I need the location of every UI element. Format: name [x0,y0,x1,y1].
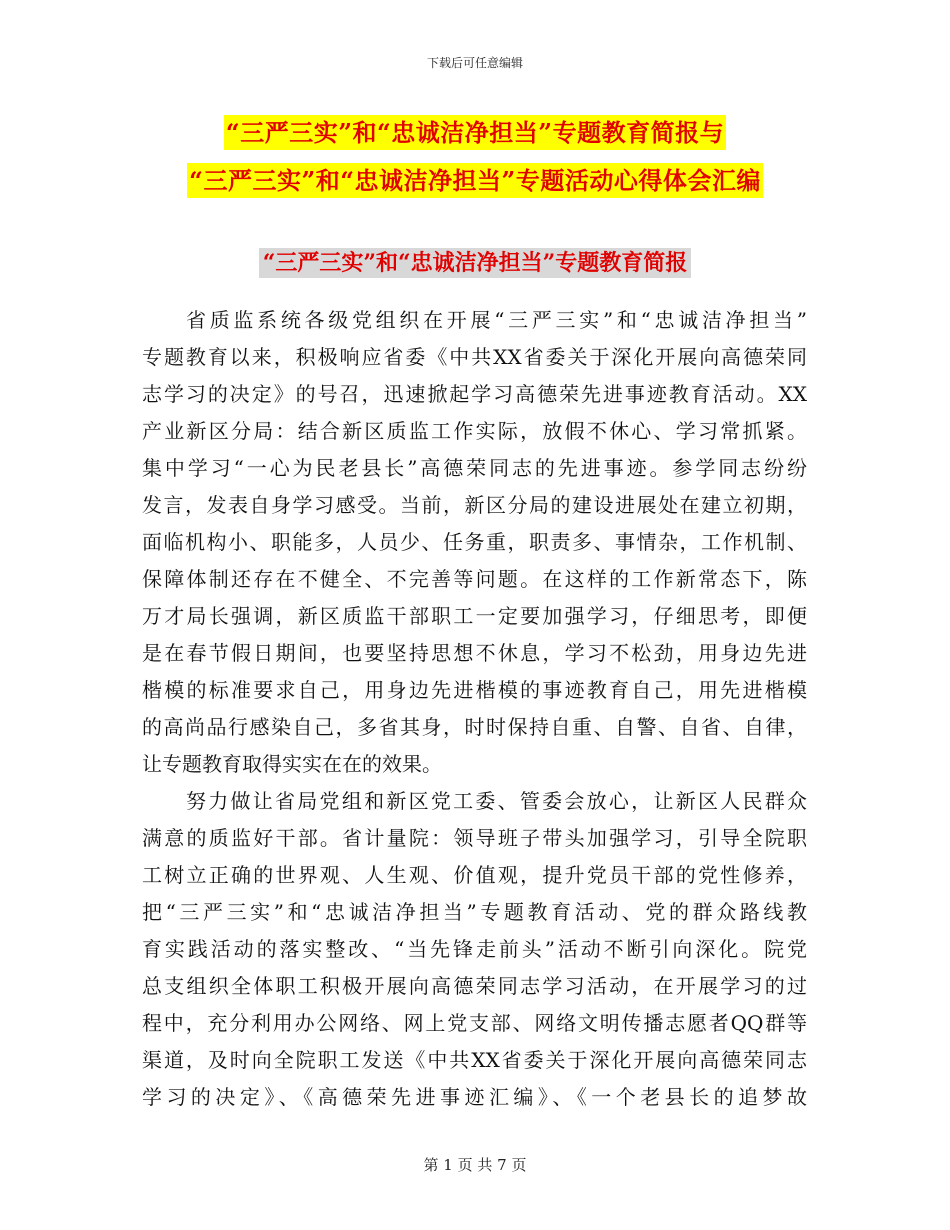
title-line-1-text: “三严三实”和“忠诚洁净担当”专题教育简报与 [224,115,726,150]
document-title-line-2 [0,161,950,196]
body-text [142,302,807,1116]
section-title [0,246,950,277]
paragraph-line: 渠道，及时向全院职工发送《中共XX省委关于深化开展向高德荣同志 [142,1048,807,1072]
paragraph-line: 工树立正确的世界观、人生观、价值观，提升党员干部的党性修养， [142,863,807,887]
paragraph-line: 省质监系统各级党组织在开展“三严三实”和“忠诚洁净担当” [186,308,807,332]
paragraph-line: 面临机构小、职能多，人员少、任务重，职责多、事情杂，工作机制、 [142,530,807,554]
paragraph-line: 的高尚品行感染自己，多省其身，时时保持自重、自警、自省、自律， [142,715,807,739]
paragraph-line: 努力做让省局党组和新区党工委、管委会放心，让新区人民群众 [186,789,807,813]
paragraph-line: 产业新区分局：结合新区质监工作实际，放假不休心、学习常抓紧。 [142,419,807,443]
paragraph-line: 让专题教育取得实实在在的效果。 [142,752,442,776]
paragraph-line: 楷模的标准要求自己，用身边先进楷模的事迹教育自己，用先进楷模 [142,678,807,702]
header-note: 下载后可任意编辑 [426,56,523,70]
page-footer: 第 1 页 共 7 页 [423,1156,527,1174]
paragraph-line: 发言，发表自身学习感受。当前，新区分局的建设进展处在建立初期， [142,493,807,517]
paragraph-line: 万才局长强调，新区质监干部职工一定要加强学习，仔细思考，即便 [142,604,807,628]
paragraph-line: 志学习的决定》的号召，迅速掀起学习高德荣先进事迹教育活动。XX [142,382,807,406]
paragraph-line: 学习的决定》、《高德荣先进事迹汇编》、《一个老县长的追梦故 [142,1085,807,1109]
paragraph-line: 专题教育以来，积极响应省委《中共XX省委关于深化开展向高德荣同 [142,345,807,369]
document-title-line-1 [0,113,950,148]
paragraph-line: 满意的质监好干部。省计量院：领导班子带头加强学习，引导全院职 [142,826,807,850]
paragraph-line: 是在春节假日期间，也要坚持思想不休息，学习不松劲，用身边先进 [142,641,807,665]
section-title-text: “三严三实”和“忠诚洁净担当”专题教育简报 [259,248,692,278]
paragraph-line: 把“三严三实”和“忠诚洁净担当”专题教育活动、党的群众路线教 [142,900,807,924]
paragraph-line: 育实践活动的落实整改、“当先锋走前头”活动不断引向深化。院党 [142,937,807,961]
title-line-2-text: “三严三实”和“忠诚洁净担当”专题活动心得体会汇编 [187,163,763,198]
paragraph-line: 总支组织全体职工积极开展向高德荣同志学习活动，在开展学习的过 [142,974,807,998]
paragraph-line: 程中，充分利用办公网络、网上党支部、网络文明传播志愿者QQ群等 [142,1011,807,1035]
paragraph-line: 集中学习“一心为民老县长”高德荣同志的先进事迹。参学同志纷纷 [142,456,807,480]
paragraph-line: 保障体制还存在不健全、不完善等问题。在这样的工作新常态下，陈 [142,567,807,591]
